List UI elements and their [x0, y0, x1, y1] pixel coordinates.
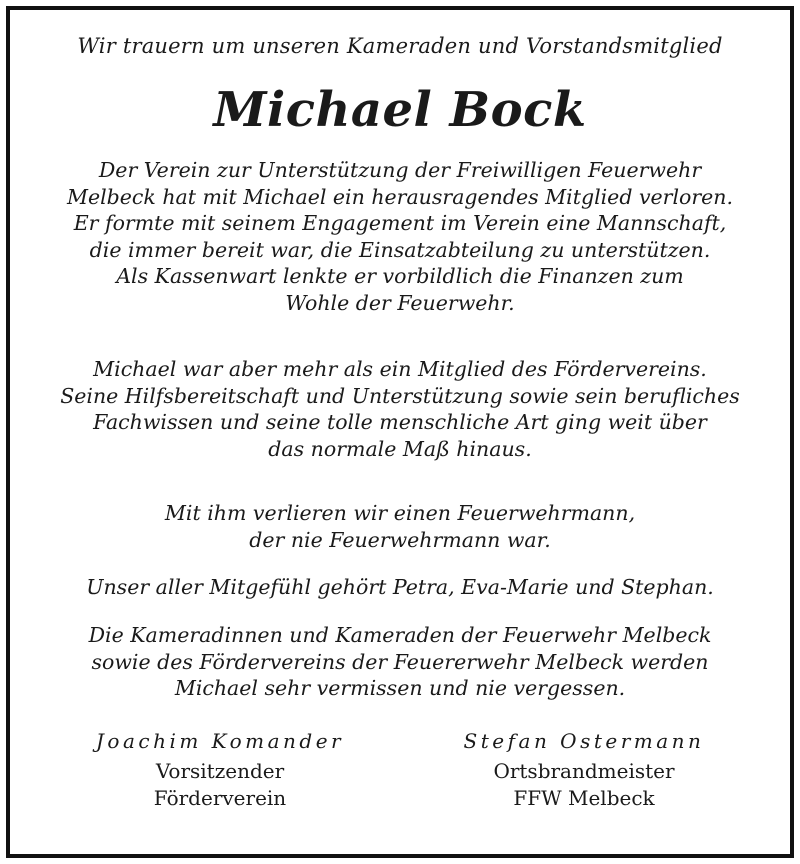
- paragraph-farewell: Die Kameradinnen und Kameraden der Feuerwehr Melbeck sowie des Fördervereins der Feuererwehr Melbeck werden Michael sehr vermissen und nie vergessen.: [88, 623, 712, 700]
- signer-organization: FFW Melbeck: [513, 786, 655, 810]
- signatures: [10, 726, 790, 836]
- paragraph-character: Michael war aber mehr als ein Mitglied des Fördervereins. Seine Hilfsbereitschaft und Unterstützung sowie sein berufliches Fachwissen und seine tolle menschliche Art ging weit über das normale Maß hinaus.: [60, 357, 740, 461]
- intro-line: Wir trauern um unseren Kameraden und Vorstandsmitglied: [77, 34, 723, 58]
- signer-organization: Förderverein: [153, 786, 287, 810]
- signer-role: Vorsitzender: [155, 759, 285, 783]
- signer-block: [40, 726, 400, 812]
- signer-name: Joachim Komander: [95, 729, 345, 753]
- obituary-notice: [10, 10, 790, 854]
- paragraph-firefighter: Mit ihm verlieren wir einen Feuerwehrmann, der nie Feuerwehrmann war.: [164, 501, 636, 552]
- paragraph-tribute: Der Verein zur Unterstützung der Freiwilligen Feuerwehr Melbeck hat mit Michael ein herausragendes Mitglied verloren. Er formte mit seinem Engagement im Verein eine Mannschaft, die immer bereit war, die Einsatzabteilung zu unterstützen. Als Kassenwart lenkte er vorbildlich die Finanzen zum Wohle der Feuerwehr.: [66, 158, 734, 315]
- deceased-name: Michael Bock: [213, 82, 587, 138]
- signer-block: [404, 726, 764, 812]
- signer-role: Ortsbrandmeister: [493, 759, 675, 783]
- signer-name: Stefan Ostermann: [463, 729, 705, 753]
- paragraph-condolence: Unser aller Mitgefühl gehört Petra, Eva-Marie und Stephan.: [86, 575, 714, 599]
